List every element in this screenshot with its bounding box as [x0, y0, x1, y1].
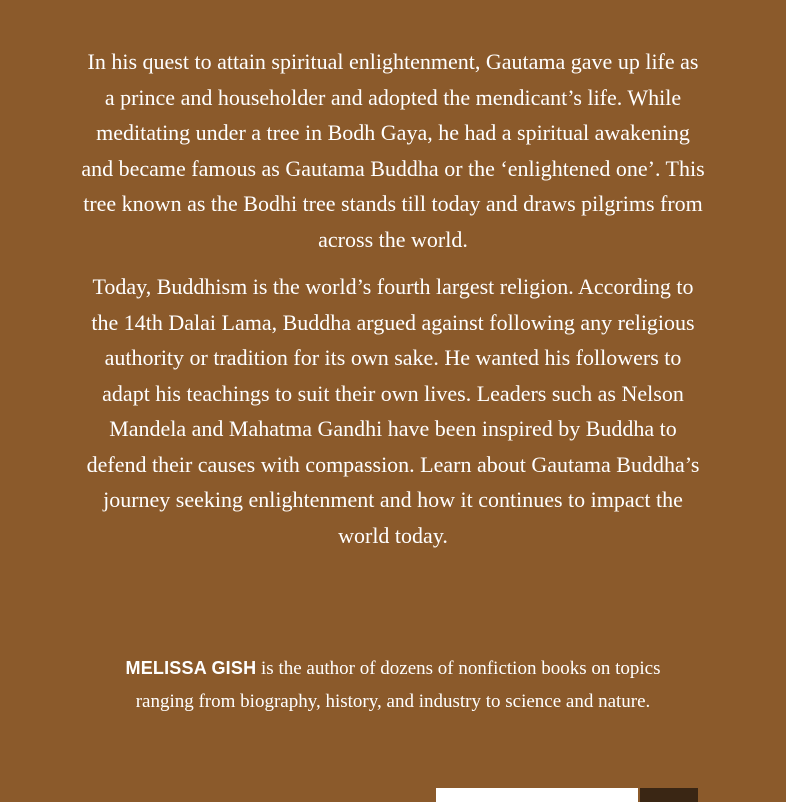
author-name: MELISSA GISH [125, 658, 257, 678]
book-blurb [80, 44, 706, 565]
blurb-paragraph-1: In his quest to attain spiritual enlightenment, Gautama gave up life as a prince and householder and adopted the mendicant’s life. While meditating under a tree in Bodh Gaya, he had a spiritual awakening and became famous as Gautama Buddha or the ‘enlightened one’. This tree known as the Bodhi tree stands till today and draws pilgrims from across the world. [81, 49, 705, 252]
author-bio-text: is the author of dozens of nonfiction books on topics ranging from biography, history, and industry to science and nature. [135, 658, 661, 712]
cut-off-heading [0, 0, 786, 8]
author-bio [120, 652, 666, 718]
blurb-paragraph-2: Today, Buddhism is the world’s fourth largest religion. According to the 14th Dalai Lama, Buddha argued against following any religious authority or tradition for its own sake. He wanted his followers to adapt his teachings to suit their own lives. Leaders such as Nelson Mandela and Mahatma Gandhi have been inspired by Buddha to defend their causes with compassion. Learn about Gautama Buddha’s journey seeking enlightenment and how it continues to impact the world today. [86, 274, 700, 548]
